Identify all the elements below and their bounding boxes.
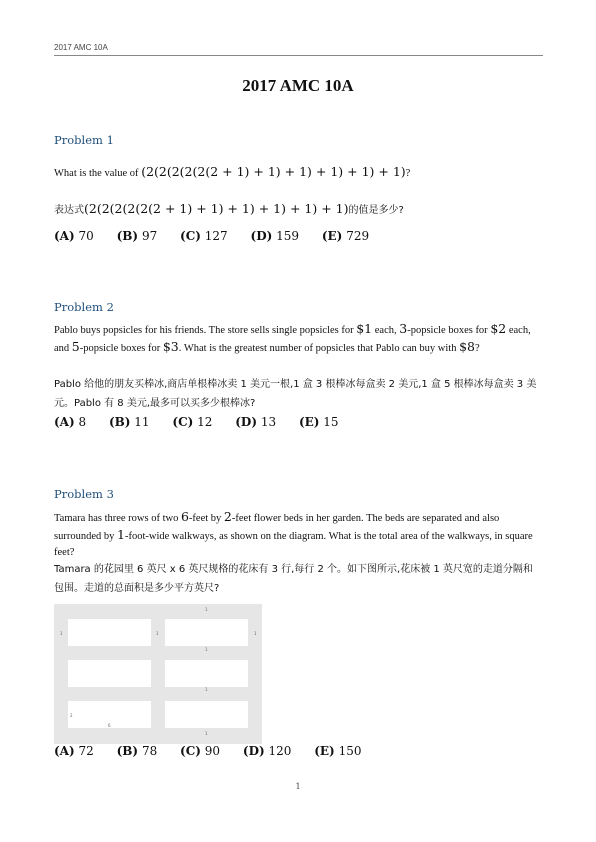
problem-3-choices — [54, 744, 380, 758]
dimension-label: 1 — [254, 631, 257, 636]
problem-3-heading: Problem 3 — [54, 487, 114, 501]
choice-label: (A) — [54, 415, 75, 429]
choice-label: (B) — [108, 415, 131, 429]
text: -popsicle boxes for — [407, 325, 491, 336]
dimension-label: 1 — [156, 631, 159, 636]
problem-1-expression-zh: (2(2(2(2(2(2 + 1) + 1) + 1) + 1) + 1) + 1) — [84, 201, 349, 216]
dimension-label: 2 — [70, 713, 73, 718]
choice-value: 72 — [78, 744, 94, 758]
problem-1-expression: (2(2(2(2(2(2 + 1) + 1) + 1) + 1) + 1) + 1) — [141, 164, 406, 179]
choice-value: 159 — [276, 229, 300, 243]
choice-value: 729 — [346, 229, 370, 243]
problem-2-choices — [54, 415, 358, 429]
choice-value: 8 — [78, 415, 87, 429]
choice-value: 97 — [141, 229, 158, 243]
choice-a[interactable] — [54, 415, 86, 429]
choice-label: (C) — [172, 415, 194, 429]
flower-bed — [165, 701, 248, 728]
flower-bed — [165, 619, 248, 646]
choice-value: 11 — [134, 415, 150, 429]
choice-a[interactable] — [54, 229, 94, 243]
problem-1-heading: Problem 1 — [54, 133, 114, 147]
choice-b[interactable] — [109, 415, 150, 429]
text: -feet by — [188, 513, 224, 524]
choice-c[interactable] — [180, 744, 220, 758]
math: 1 — [117, 527, 125, 542]
choice-value: 90 — [204, 744, 221, 758]
choice-label: (E) — [298, 415, 320, 429]
choice-value: 13 — [260, 415, 277, 429]
text: Tamara has three rows of two — [54, 513, 181, 524]
header-rule — [54, 55, 543, 56]
text: each, — [372, 325, 400, 336]
math: 6 — [180, 509, 189, 524]
text: -foot-wide walkways, as shown on the diagram. What is the total area of the walkways, in square feet? — [54, 531, 533, 558]
problem-1-question-zh-prefix: 表达式 — [54, 205, 84, 216]
choice-c[interactable] — [172, 415, 212, 429]
math: $3 — [162, 339, 179, 354]
choice-label: (B) — [116, 229, 139, 243]
text: Pablo buys popsicles for his friends. The store sells single popsicles for — [54, 325, 357, 336]
dimension-label: 6 — [108, 723, 111, 728]
dimension-label: 1 — [60, 631, 63, 636]
problem-1-question-zh — [54, 199, 540, 220]
problem-1-choices — [54, 229, 388, 243]
flower-bed — [165, 660, 248, 687]
dimension-label: 1 — [205, 607, 208, 612]
math: $2 — [490, 321, 507, 336]
choice-label: (D) — [235, 415, 258, 429]
choice-label: (E) — [314, 744, 335, 758]
text: ? — [475, 343, 480, 354]
math: $8 — [459, 339, 475, 354]
choice-e[interactable] — [299, 415, 339, 429]
problem-3-question-zh: Tamara 的花园里 6 英尺 x 6 英尺规格的花床有 3 行,每行 2 个。如下图所示,花床被 1 英尺宽的走道分隔和包围。走道的总面积是多少平方英尺? — [54, 564, 533, 594]
choice-value: 78 — [141, 744, 158, 758]
text: -popsicle boxes for — [79, 343, 163, 354]
problem-1-question-en — [54, 164, 540, 182]
problem-2-question-zh: Pablo 给他的朋友买棒冰,商店单根棒冰卖 1 美元一根,1 盒 3 根棒冰每盒卖 2 美元,1 盒 5 根棒冰每盒卖 3 美元。Pablo 有 8 美元,最多可以买多少根棒冰? — [54, 379, 537, 409]
choice-b[interactable] — [117, 744, 158, 758]
choice-b[interactable] — [117, 229, 158, 243]
choice-e[interactable] — [314, 744, 361, 758]
math: 3 — [399, 321, 408, 336]
choice-d[interactable] — [235, 415, 276, 429]
choice-label: (A) — [54, 229, 75, 243]
dimension-label: 1 — [205, 647, 208, 652]
math: 2 — [223, 509, 232, 524]
problem-1-question-zh-suffix: 的值是多少? — [348, 205, 404, 216]
choice-value: 127 — [204, 229, 228, 243]
choice-value: 120 — [268, 744, 292, 758]
math: $1 — [356, 321, 373, 336]
math: 5 — [71, 339, 80, 354]
text: each, and — [54, 325, 531, 354]
document-title: 2017 AMC 10A — [242, 76, 354, 95]
choice-d[interactable] — [243, 744, 292, 758]
garden-diagram — [54, 604, 262, 744]
choice-label: (D) — [242, 744, 265, 758]
choice-label: (D) — [250, 229, 273, 243]
choice-label: (C) — [180, 229, 201, 243]
problem-2-question-en — [54, 321, 540, 357]
choice-e[interactable] — [322, 229, 369, 243]
choice-a[interactable] — [54, 744, 94, 758]
choice-value: 12 — [197, 415, 213, 429]
choice-label: (A) — [54, 744, 75, 758]
choice-label: (B) — [116, 744, 139, 758]
text: -feet flower beds in her garden. The beds are separated and also surrounded by — [54, 513, 500, 542]
problem-1-question-en-prefix: What is the value of — [54, 168, 142, 179]
choice-value: 150 — [338, 744, 362, 758]
running-header: 2017 AMC 10A — [54, 43, 108, 52]
problem-2-heading: Problem 2 — [54, 300, 114, 314]
flower-bed — [68, 619, 151, 646]
dimension-label: 1 — [205, 687, 208, 692]
problem-3-question-en — [54, 509, 540, 561]
choice-value: 70 — [78, 229, 94, 243]
choice-label: (E) — [321, 229, 343, 243]
text: . What is the greatest number of popsicles that Pablo can buy with — [178, 343, 460, 354]
dimension-label: 1 — [205, 731, 208, 736]
flower-bed — [68, 660, 151, 687]
choice-label: (C) — [180, 744, 201, 758]
choice-c[interactable] — [180, 229, 228, 243]
problem-1-question-en-suffix: ? — [405, 168, 411, 179]
choice-d[interactable] — [251, 229, 300, 243]
page-number: 1 — [295, 782, 301, 791]
choice-value: 15 — [323, 415, 339, 429]
